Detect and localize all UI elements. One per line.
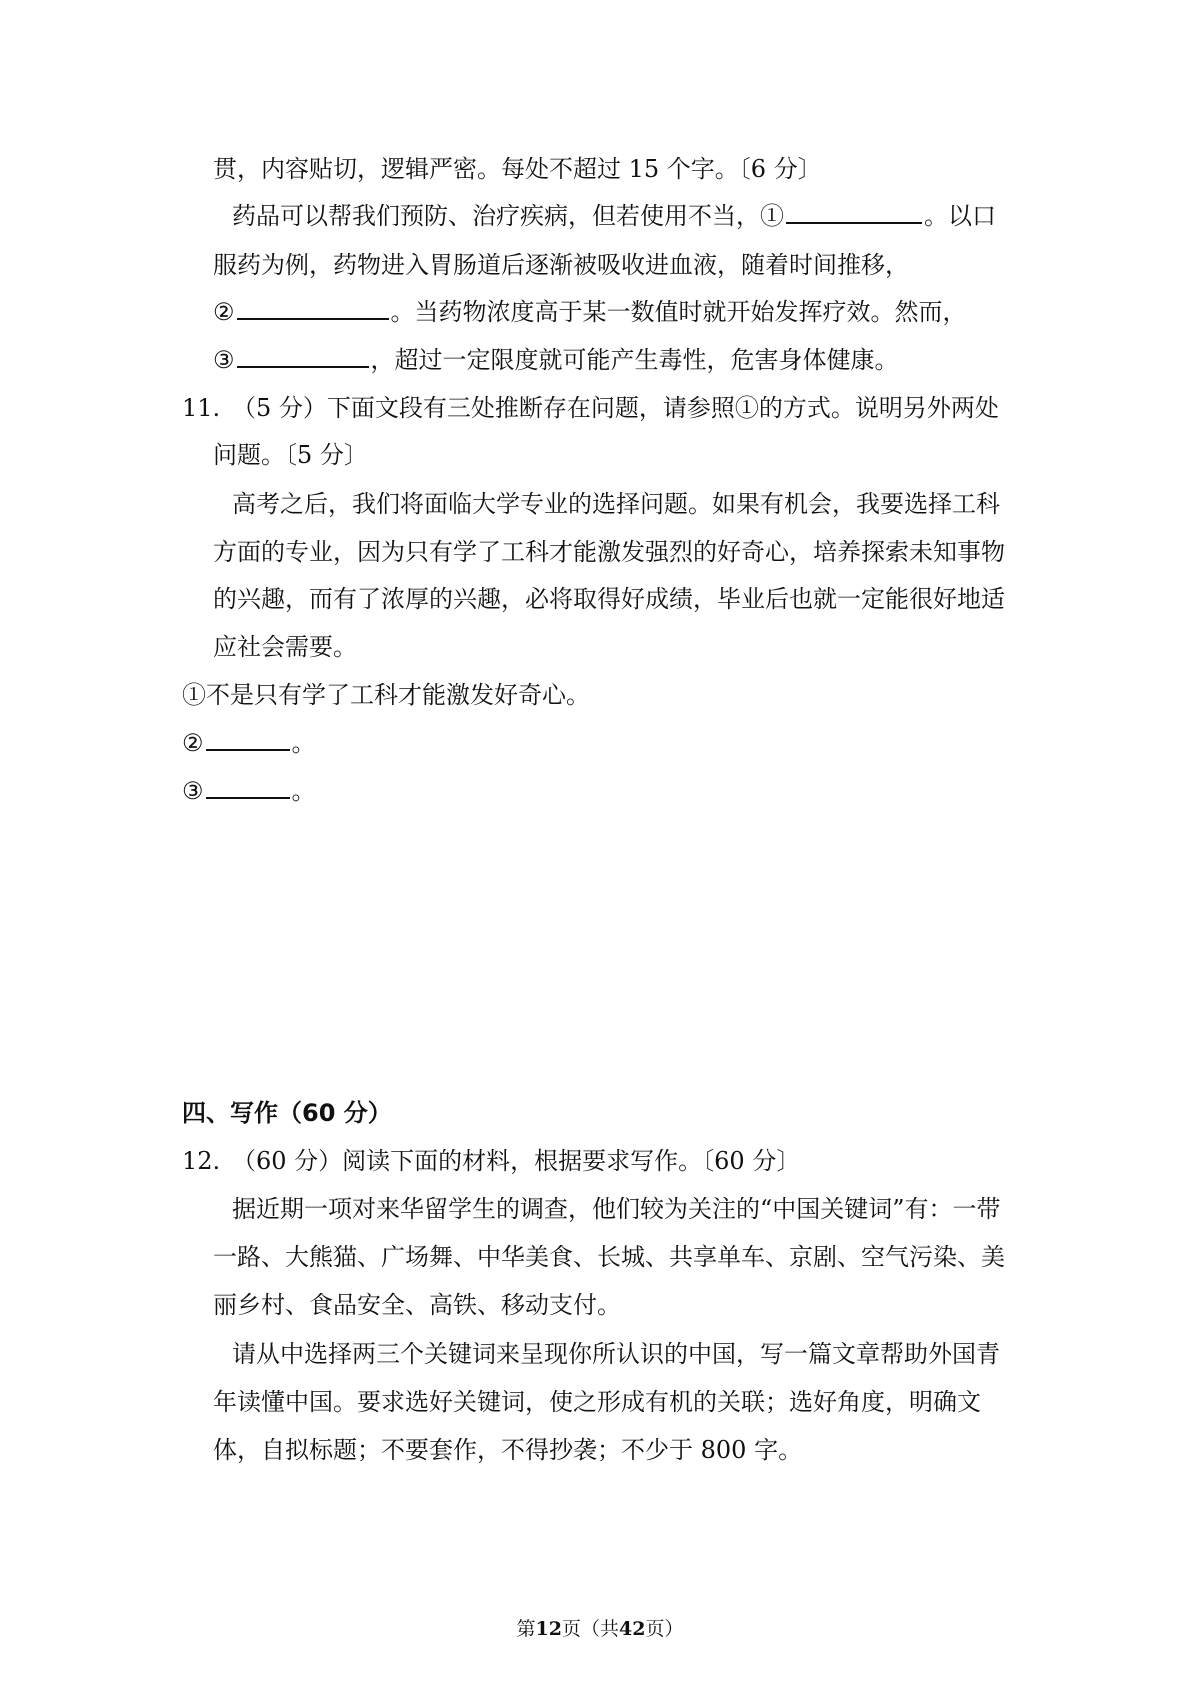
q11-stem-line-2: 问题。〔5 分〕 [213, 441, 368, 469]
answer-suffix: 。 [291, 777, 316, 805]
answer-marker: ③ [182, 777, 204, 805]
fill-blank-3[interactable] [237, 344, 369, 368]
q10-passage-text: ② [213, 298, 235, 326]
q11-answer-1: ①不是只有学了工科才能激发好奇心。 [182, 681, 590, 709]
footer-total-pages: 42 [619, 1618, 646, 1640]
q10-passage-text: 。以口 [924, 202, 996, 230]
q12-requirement-line-1: 请从中选择两三个关键词来呈现你所认识的中国，写一篇文章帮助外国青 [232, 1340, 1000, 1368]
answer-blank-2[interactable] [206, 727, 290, 751]
q10-passage-line-1 [232, 200, 996, 232]
q12-stem: （60 分）阅读下面的材料，根据要求写作。〔60 分〕 [232, 1147, 801, 1175]
q10-passage-text: 。当药物浓度高于某一数值时就开始发挥疗效。然而， [390, 298, 967, 326]
q12-material-line-3: 丽乡村、食品安全、高铁、移动支付。 [213, 1291, 621, 1319]
footer-suffix: 页） [645, 1618, 684, 1640]
section-heading-writing: 四、写作（60 分） [182, 1099, 392, 1127]
q12-requirement-line-3: 体，自拟标题；不要套作，不得抄袭；不少于 800 字。 [213, 1436, 803, 1464]
q12-material-line-1: 据近期一项对来华留学生的调查，他们较为关注的“中国关键词”有：一带 [232, 1195, 1001, 1223]
q11-passage-line-2: 方面的专业，因为只有学了工科才能激发强烈的好奇心，培养探索未知事物 [213, 538, 1005, 566]
q11-answer-2 [182, 727, 316, 759]
q10-passage-line-2: 服药为例，药物进入胃肠道后逐渐被吸收进血液，随着时间推移， [213, 251, 909, 279]
q10-passage-text: 药品可以帮我们预防、治疗疾病，但若使用不当，① [232, 202, 784, 230]
answer-marker: ② [182, 729, 204, 757]
page-footer [0, 1616, 1200, 1642]
q11-passage-line-1: 高考之后，我们将面临大学专业的选择问题。如果有机会，我要选择工科 [232, 490, 1000, 518]
q10-instruction-line: 贯，内容贴切，逻辑严密。每处不超过 15 个字。〔6 分〕 [213, 155, 822, 183]
fill-blank-1[interactable] [786, 200, 922, 224]
q12-number: 12. [182, 1147, 221, 1175]
q11-stem-line-1: （5 分）下面文段有三处推断存在问题，请参照①的方式。说明另外两处 [232, 394, 999, 422]
footer-page-number: 12 [535, 1618, 562, 1640]
q10-passage-text: ③ [213, 346, 235, 374]
answer-suffix: 。 [291, 729, 316, 757]
q11-number: 11. [182, 394, 221, 422]
q11-passage-line-3: 的兴趣，而有了浓厚的兴趣，必将取得好成绩，毕业后也就一定能很好地适 [213, 585, 1005, 613]
q12-material-line-2: 一路、大熊猫、广场舞、中华美食、长城、共享单车、京剧、空气污染、美 [213, 1243, 1005, 1271]
q10-passage-text: ，超过一定限度就可能产生毒性，危害身体健康。 [370, 346, 899, 374]
q11-passage-line-4: 应社会需要。 [213, 633, 357, 661]
answer-blank-3[interactable] [206, 775, 290, 799]
q10-passage-line-3 [213, 296, 967, 328]
q11-answer-3 [182, 775, 316, 807]
q12-requirement-line-2: 年读懂中国。要求选好关键词，使之形成有机的关联；选好角度，明确文 [213, 1388, 981, 1416]
footer-middle: 页（共 [561, 1618, 619, 1640]
footer-prefix: 第 [516, 1618, 536, 1640]
q10-passage-line-4 [213, 344, 899, 376]
fill-blank-2[interactable] [237, 296, 389, 320]
